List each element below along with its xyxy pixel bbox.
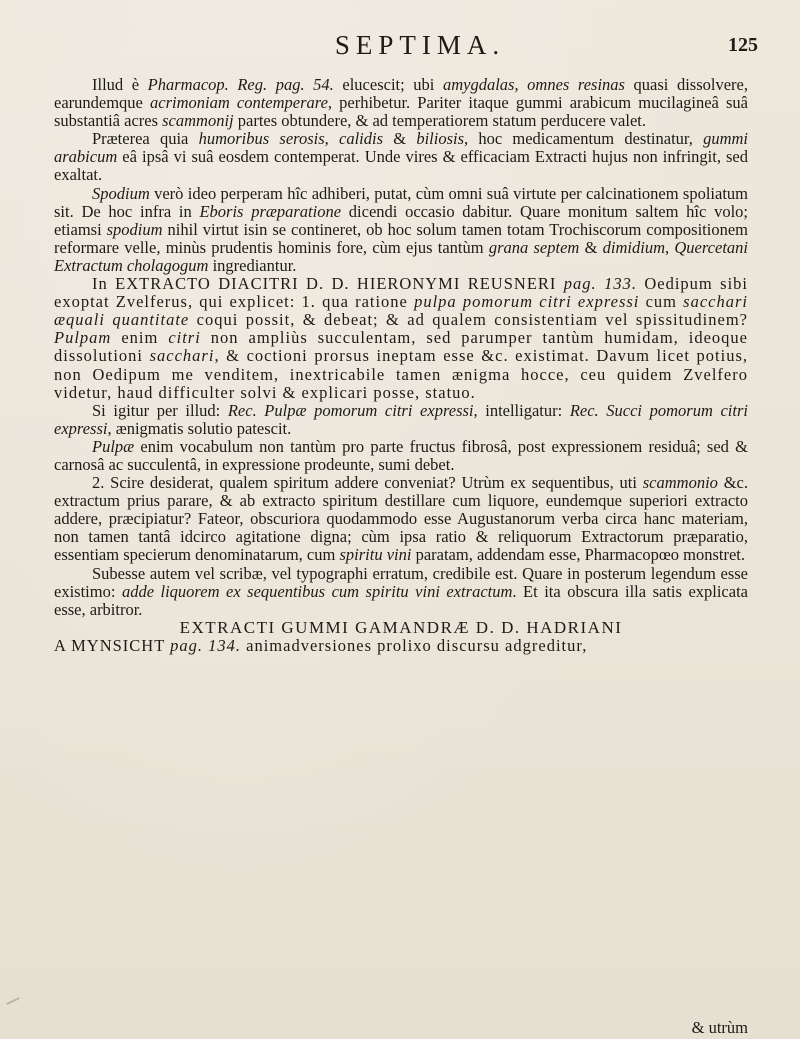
body-text — [54, 76, 748, 655]
paragraph-7 — [54, 474, 748, 564]
paragraph-8 — [54, 565, 748, 619]
catchword: & utrùm — [691, 1018, 748, 1037]
section-heading: A MYNSICHT — [54, 635, 171, 655]
text-run: Illud è — [92, 75, 148, 94]
text-run: elucescit; ubi — [333, 75, 443, 94]
text-run: animadversiones prolixo discursu adgreditur, — [241, 635, 588, 655]
paragraph-1 — [54, 76, 748, 130]
section-heading: In EXTRACTO DIACITRI D. D. HIERONYMI REUSNERI — [92, 274, 564, 294]
italic-term: acrimoniam contemperare — [150, 93, 328, 113]
paper-mark — [6, 997, 20, 1005]
text-run: non ampliùs succulentam, sed parumper tantùm humidam, ideoque dissolutioni — [54, 328, 748, 366]
italic-term: adde liquorem ex sequentibus cum spiritu vini extractum — [121, 581, 513, 601]
italic-term: Pulpæ — [92, 436, 135, 456]
text-run: coqui possit, & debeat; & ad qualem consistentiam vel spissitudinem? — [189, 310, 748, 330]
text-run: , — [324, 129, 340, 149]
paragraph-4 — [54, 275, 748, 402]
text-run: , intelligatur: — [473, 400, 570, 420]
citation: Pharmacop. Reg. pag. 54. — [147, 75, 334, 94]
paragraph-2 — [54, 130, 748, 184]
text-run: eâ ipsâ vi suâ eosdem contemperat. Unde vires & efficaciam Extracti hujus non infringit, sed exaltat. — [54, 147, 748, 185]
text-run: ingrediantur. — [208, 255, 297, 275]
italic-term: humoribus serosis — [198, 129, 325, 149]
text-run: dicendi occasio dabitur. Quare monitum saltem hîc volo; etiamsi — [54, 201, 748, 239]
text-run: 2. Scire desiderat, qualem spiritum addere conveniat? Utrùm ex sequentibus, uti — [92, 473, 643, 493]
italic-term: grana septem — [488, 237, 580, 257]
text-run: & — [383, 129, 417, 149]
text-run: quasi dissolvere, earundemque — [54, 75, 748, 113]
text-run: &c. extractum prius parare, & ab extracto spiritum destillare cum liquore, eundemque superiori extracto addere, præcipiatur? Fateor, obscuriora quodammodo esse Augustanorum verba circa hanc materiam, non tamen tantâ idcirco agitatione digna; cùm ipsa ratio & reliquorum Extractorum præparatio, essentiam specierum denominatarum, cum — [54, 473, 748, 565]
text-run: paratam, addendam esse, Pharmacopœo monstret. — [411, 545, 745, 565]
italic-term: calidis — [339, 129, 384, 149]
text-run: enim — [111, 328, 169, 348]
page-title: SEPTIMA. — [334, 30, 506, 60]
italic-term: spodium — [106, 219, 163, 239]
section-heading: EXTRACTI GUMMI GAMANDRÆ D. D. HADRIANI — [179, 617, 623, 637]
text-run: , hoc medicamentum destinatur, — [464, 129, 704, 149]
page-number: 125 — [728, 34, 758, 56]
italic-term: Rec. Pulpæ pomorum citri expressi — [227, 400, 474, 420]
text-run: enim vocabulum non tantùm pro parte fructus fibrosâ, post expressionem residuâ; sed & carnosâ ac succulentâ, in expressione prodeunte, sumi debet. — [54, 436, 748, 474]
italic-term: dimidium — [602, 237, 665, 257]
italic-term: biliosis — [416, 129, 464, 149]
text-run: partes obtundere, & ad temperatiorem statum perducere valet. — [233, 111, 646, 131]
paragraph-6 — [54, 438, 748, 474]
italic-term: pulpa pomorum citri expressi — [414, 292, 640, 312]
citation: pag. 133. — [563, 274, 637, 294]
paragraph-3 — [54, 185, 748, 275]
italic-term: scammonij — [162, 111, 234, 131]
text-run: cum — [639, 292, 684, 312]
text-run: Si igitur per illud: — [92, 400, 228, 420]
text-run: Subesse autem vel scribæ, vel typographi erratum, credibile est. Quare in posterum legendum esse existimo: — [54, 563, 748, 601]
paragraph-9 — [54, 637, 748, 655]
italic-term: spiritu vini — [339, 545, 412, 565]
citation: pag. 134. — [170, 635, 242, 655]
italic-term: scammonio — [642, 473, 718, 493]
text-run: Præterea quia — [92, 129, 199, 149]
italic-term: gummi arabicum — [54, 129, 749, 167]
text-run: , — [665, 237, 675, 257]
italic-term: Spodium — [92, 183, 150, 203]
italic-term: sacchari æquali quantitate — [54, 292, 748, 330]
text-run: , ænigmatis solutio patescit. — [107, 418, 292, 438]
text-run: , perhibetur. Pariter itaque gummi arabicum mucilagineâ suâ substantiâ acres — [54, 93, 748, 131]
italic-term: Rec. Succi pomorum citri expressi — [54, 400, 748, 438]
italic-term: citri — [168, 328, 201, 348]
text-run: , & coctioni prorsus ineptam esse &c. existimat. Davum licet potius, non Oedipum me venditem, inextricabile tamen ænigma hocce, ceu quidem Zvelfero videtur, haud difficulter solvi & explicari posse, statuo. — [54, 346, 748, 402]
running-header — [0, 30, 800, 70]
text-run: verò ideo perperam hîc adhiberi, putat, cùm omni suâ virtute per calcinationem spoliatum sit. De hoc infra in — [54, 183, 748, 221]
italic-term: amygdalas, omnes resinas — [442, 75, 625, 94]
italic-term: Eboris præparatione — [199, 201, 342, 221]
text-run: & — [579, 237, 603, 257]
italic-term: Pulpam — [54, 328, 112, 348]
italic-term: sacchari — [149, 346, 215, 366]
text-run: Oedipum sibi exoptat Zvelferus, qui explicet: 1. qua ratione — [54, 274, 748, 312]
paragraph-5 — [54, 402, 748, 438]
text-run: nihil virtut isin se contineret, ob hoc solum tamen totam Trochiscorum compositionem reformare velle, minùs prudentis hominis fore, cùm ejus tantùm — [54, 219, 748, 257]
text-run: . Et ita obscura illa satis explicata esse, arbitror. — [54, 581, 748, 619]
italic-term: Quercetani Extractum cholagogum — [54, 237, 748, 275]
